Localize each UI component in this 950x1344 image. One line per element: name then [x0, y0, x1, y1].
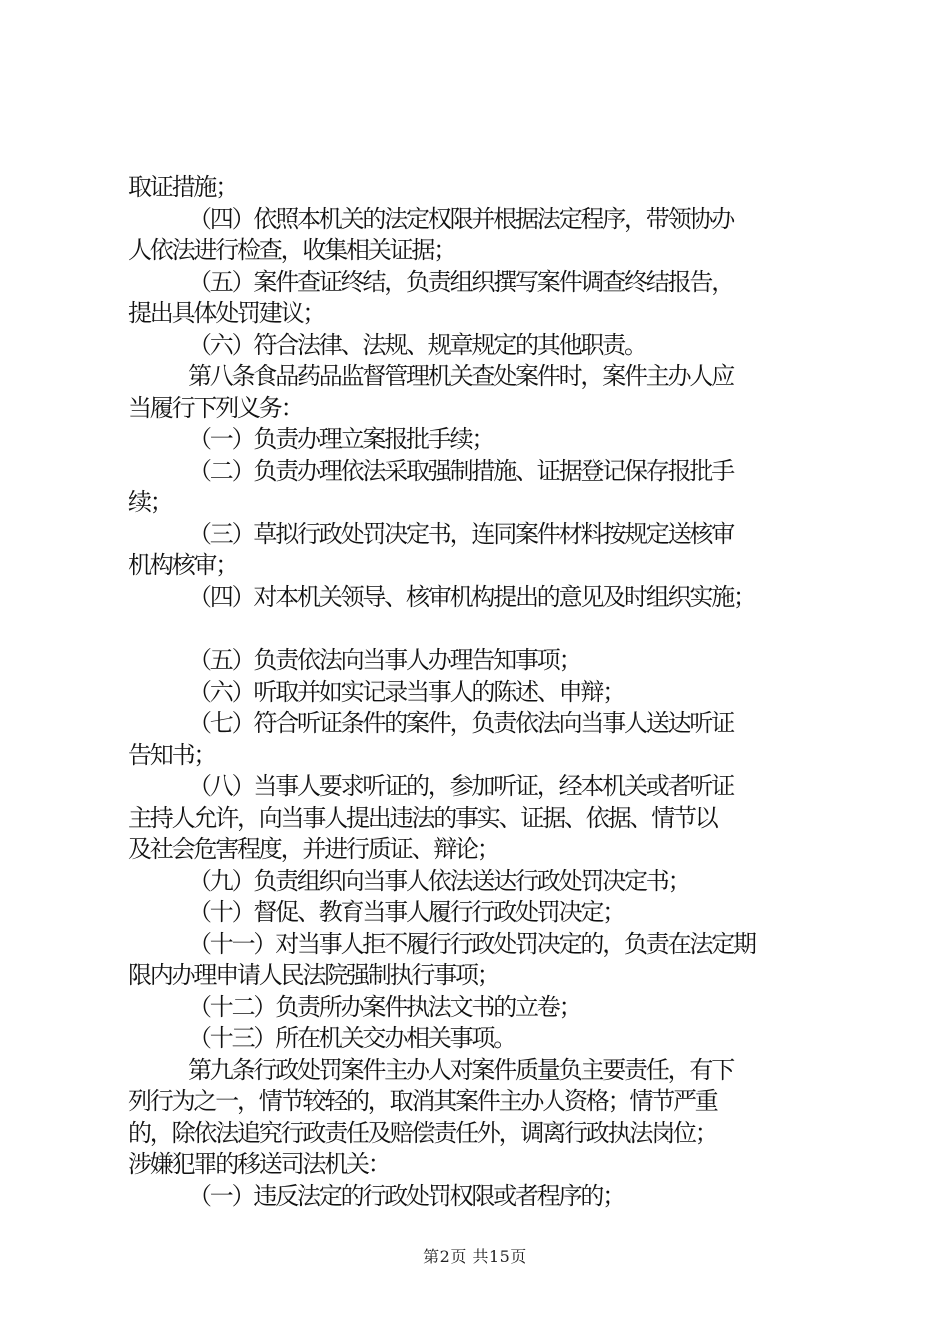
text-line: （三）草拟行政处罚决定书，连同案件材料按规定送核审 [188, 519, 733, 548]
text-line: 告知书； [128, 740, 216, 769]
text-line: 列行为之一，情节较轻的，取消其案件主办人资格；情节严重 [128, 1087, 717, 1115]
text-line: （十一）对当事人拒不履行行政处罚决定的，负责在法定期 [188, 929, 755, 958]
text-line: （四）依照本机关的法定权限并根据法定程序，带领协办 [188, 204, 733, 233]
text-line: 涉嫌犯罪的移送司法机关： [128, 1150, 390, 1178]
text-line: 第八条食品药品监督管理机关查处案件时，案件主办人应 [188, 362, 733, 390]
text-line: （七）符合听证条件的案件，负责依法向当事人送达听证 [188, 709, 733, 737]
text-line: （六）符合法律、法规、规章规定的其他职责。 [188, 330, 646, 359]
text-line: 及社会危害程度，并进行质证、辩论； [128, 835, 499, 863]
text-line: 的，除依法追究行政责任及赔偿责任外，调离行政执法岗位； [128, 1118, 717, 1147]
text-line: （九）负责组织向当事人依法送达行政处罚决定书； [188, 866, 690, 895]
text-line: （十）督促、教育当事人履行行政处罚决定； [188, 898, 624, 926]
text-line: （五）案件查证终结，负责组织撰写案件调查终结报告， [188, 267, 733, 296]
text-line: （五）负责依法向当事人办理告知事项； [188, 646, 581, 674]
page-footer: 第2页 共15页 [423, 1247, 527, 1266]
paragraph-gap [128, 613, 848, 645]
text-line: 主持人允许，向当事人提出违法的事实、证据、依据、情节以 [128, 803, 717, 832]
text-line: （十三）所在机关交办相关事项。 [188, 1024, 515, 1052]
text-line: （一）违反法定的行政处罚权限或者程序的； [188, 1181, 624, 1210]
text-line: 取证措施； [128, 173, 237, 201]
text-line: （二）负责办理依法采取强制措施、证据登记保存报批手 [188, 456, 733, 485]
text-line: 限内办理申请人民法院强制执行事项； [128, 961, 499, 989]
text-line: 人依法进行检查，收集相关证据； [128, 236, 455, 264]
text-line: （四）对本机关领导、核审机构提出的意见及时组织实施； [188, 582, 755, 611]
text-line: （一）负责办理立案报批手续； [188, 425, 494, 453]
text-line: （六）听取并如实记录当事人的陈述、申辩； [188, 677, 624, 706]
text-line: 提出具体处罚建议； [128, 299, 325, 327]
text-line: （十二）负责所办案件执法文书的立卷； [188, 992, 581, 1021]
document-body [128, 172, 848, 1212]
text-line: 续； [128, 488, 172, 516]
text-line: 机构核审； [128, 551, 237, 579]
text-line: （八）当事人要求听证的，参加听证，经本机关或者听证 [188, 772, 733, 800]
text-line: 当履行下列义务： [128, 393, 303, 422]
text-line: 第九条行政处罚案件主办人对案件质量负主要责任，有下 [188, 1055, 733, 1084]
